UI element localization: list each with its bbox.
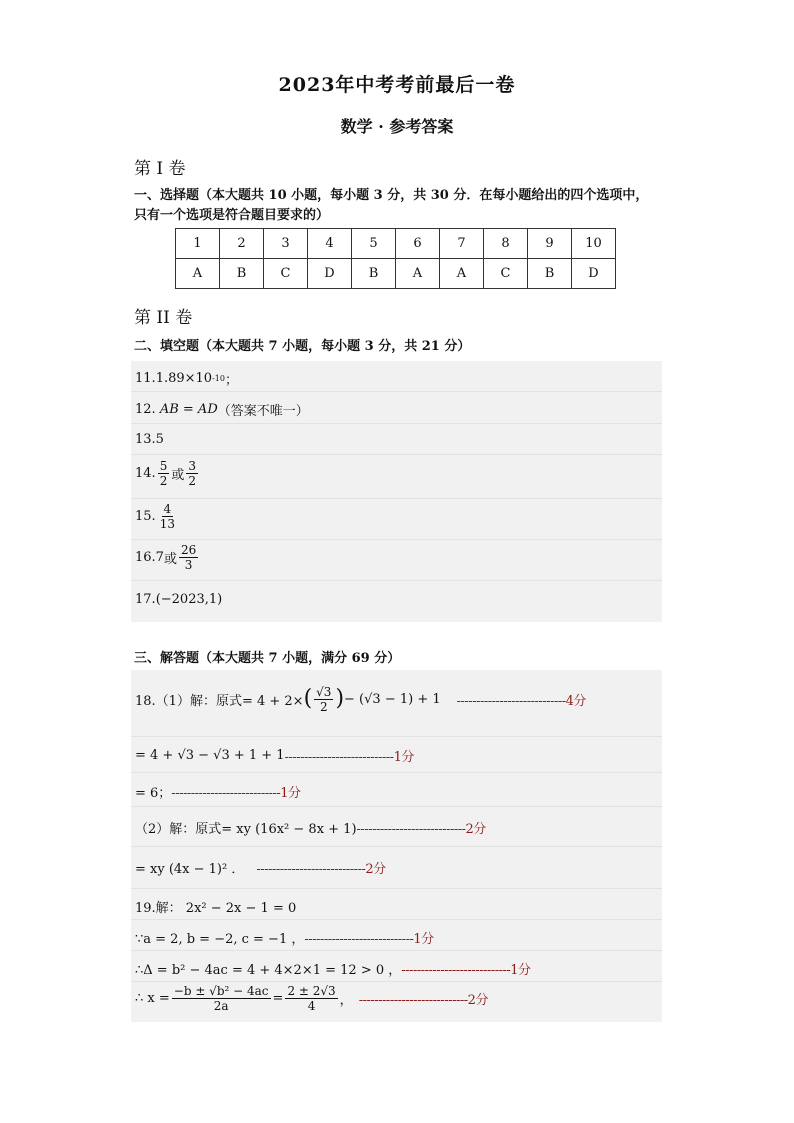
fraction: [172, 984, 271, 1013]
table-cell: D: [572, 259, 616, 289]
divider: [131, 772, 662, 773]
fraction-numerator: 5: [159, 459, 168, 473]
page-title: 2023年中考考前最后一卷: [278, 74, 516, 96]
answer-13: [135, 432, 164, 447]
fraction-numerator: 3: [188, 459, 196, 473]
divider: [131, 981, 662, 982]
fraction-numerator: 2 ± 2√3: [287, 984, 336, 998]
answer-12-num: 12.: [135, 402, 156, 417]
answer-17-coord: (−2023,1): [155, 592, 223, 607]
answer-11: [135, 369, 238, 388]
answer-12-note: （答案不唯一）: [217, 404, 309, 419]
score-marker: ----------------------------2分: [256, 862, 386, 877]
fraction-denominator: 13: [159, 517, 175, 531]
q19-line4-pre: ∴ x =: [135, 991, 170, 1006]
fraction-numerator: √3: [316, 684, 332, 699]
answer-14-or: 或: [171, 468, 185, 483]
answer-11-mantissa: 1.89×10: [155, 371, 213, 386]
fill-blank-answers: [131, 361, 662, 622]
q19-line1: [135, 897, 296, 916]
divider: [131, 919, 662, 920]
fraction-denominator: 3: [184, 558, 193, 572]
answer-17: [135, 592, 222, 607]
part3-instruction: [134, 649, 400, 669]
answer-13-text: 13.5: [135, 432, 164, 447]
answer-16-num: 16.7: [135, 550, 164, 565]
score-marker: ----------------------------2分: [356, 822, 486, 837]
divider: [131, 539, 662, 540]
fraction-denominator: 2: [188, 474, 196, 488]
table-cell: 5: [352, 229, 396, 259]
table-cell: D: [308, 259, 352, 289]
fraction-denominator: 4: [307, 999, 316, 1013]
divider: [131, 580, 662, 581]
q18-line1-pre: 18.（1）解：原式= 4 + 2×: [135, 693, 304, 709]
q18-line5-expr: = xy (4x − 1)² ．: [135, 862, 245, 877]
q18-line5: [135, 858, 386, 877]
table-cell: 7: [440, 229, 484, 259]
answer-14: [135, 459, 200, 488]
answer-17-num: 17.: [135, 592, 156, 607]
q18-line2: [135, 746, 414, 765]
divider: [131, 391, 662, 392]
part3-instruction-text: 三、解答题（本大题共 7 小题，满分 69 分）: [134, 651, 401, 666]
equals-sign: =: [272, 991, 284, 1006]
divider: [131, 736, 662, 737]
paren-right: ): [335, 686, 345, 711]
fraction-numerator: 26: [180, 543, 197, 557]
answer-16-or: 或: [163, 552, 177, 567]
table-cell: 10: [572, 229, 616, 259]
divider: [131, 498, 662, 499]
score-marker: ----------------------------1分: [171, 786, 301, 801]
q18-line1: [135, 680, 586, 718]
part2-instruction-text: 二、填空题（本大题共 7 小题，每小题 3 分，共 21 分）: [134, 339, 471, 354]
answer-16: [135, 543, 200, 572]
table-cell: A: [440, 259, 484, 289]
q18-line2-expr: = 4 + √3 − √3 + 1 + 1: [135, 748, 285, 763]
answer-11-num: 11.: [135, 371, 156, 386]
score-marker: ----------------------------1分: [284, 750, 414, 765]
answer-15-num: 15.: [135, 509, 156, 524]
q19-line3-expr: ∴Δ = b² − 4ac = 4 + 4×2×1 = 12 > 0 ，: [135, 963, 402, 978]
fraction: [285, 984, 337, 1013]
part1-instruction: [134, 186, 648, 226]
answer-table-number-row: [176, 229, 616, 259]
fraction-numerator: −b ± √b² − 4ac: [173, 984, 269, 998]
page-subtitle: 数学 · 参考答案: [340, 117, 454, 136]
table-cell: C: [484, 259, 528, 289]
solution-answers: [131, 670, 662, 1022]
fraction-denominator: 2: [159, 474, 168, 488]
divider: [131, 950, 662, 951]
part1-instruction-line2: 只有一个选项是符合题目要求的）: [134, 208, 330, 223]
answer-11-exponent: -10: [212, 374, 225, 383]
answer-table-answer-row: [176, 259, 616, 289]
answer-15: [135, 502, 179, 531]
part2-label: 第 II 卷: [134, 308, 193, 328]
table-cell: B: [220, 259, 264, 289]
score-marker: ----------------------------1分: [401, 963, 531, 978]
table-cell: 3: [264, 229, 308, 259]
table-cell: 6: [396, 229, 440, 259]
answer-12-expr: AB = AD: [159, 402, 218, 417]
part1-instruction-line1: 一、选择题（本大题共 10 小题，每小题 3 分，共 30 分．在每小题给出的四个选项中，: [134, 188, 649, 203]
divider: [131, 846, 662, 847]
score-marker: ----------------------------1分: [304, 932, 434, 947]
fraction: [158, 459, 170, 488]
table-cell: A: [176, 259, 220, 289]
table-cell: 8: [484, 229, 528, 259]
fraction: [186, 459, 198, 488]
q19-line4-tail: ，: [339, 993, 353, 1008]
score-marker: ----------------------------2分: [358, 993, 488, 1008]
q19-line1-expr: 19.解： 2x² − 2x − 1 = 0: [135, 901, 297, 916]
answer-14-num: 14.: [135, 466, 156, 481]
divider: [131, 423, 662, 424]
divider: [131, 888, 662, 889]
table-cell: 2: [220, 229, 264, 259]
table-cell: 4: [308, 229, 352, 259]
q19-line2: [135, 928, 434, 947]
paren-left: (: [303, 686, 313, 711]
table-cell: B: [352, 259, 396, 289]
table-cell: 9: [528, 229, 572, 259]
part2-instruction: [134, 337, 470, 357]
answer-table: [175, 228, 616, 289]
fraction: [314, 685, 333, 714]
fraction-denominator: 2: [319, 699, 328, 714]
score-marker: ----------------------------4分: [456, 693, 586, 709]
table-cell: C: [264, 259, 308, 289]
q18-line4-expr: （2）解：原式= xy (16x² − 8x + 1): [135, 822, 357, 837]
q18-line1-post: − (√3 − 1) + 1: [344, 691, 441, 707]
q19-line4: [135, 984, 488, 1013]
part1-label: 第 I 卷: [134, 159, 186, 179]
q18-line4: [135, 818, 486, 837]
table-cell: A: [396, 259, 440, 289]
q18-line3-expr: = 6；: [135, 786, 172, 801]
q19-line3: [135, 959, 531, 978]
answer-11-tail: ；: [224, 373, 238, 388]
q18-line3: [135, 782, 301, 801]
fraction: [179, 543, 198, 572]
divider: [131, 454, 662, 455]
fraction-numerator: 4: [163, 502, 172, 516]
fraction: [158, 502, 177, 531]
answer-12: [135, 400, 309, 419]
q19-line2-expr: ∵a = 2, b = −2, c = −1 ，: [135, 932, 305, 947]
table-cell: B: [528, 259, 572, 289]
divider: [131, 806, 662, 807]
fraction-denominator: 2a: [213, 999, 229, 1013]
table-cell: 1: [176, 229, 220, 259]
